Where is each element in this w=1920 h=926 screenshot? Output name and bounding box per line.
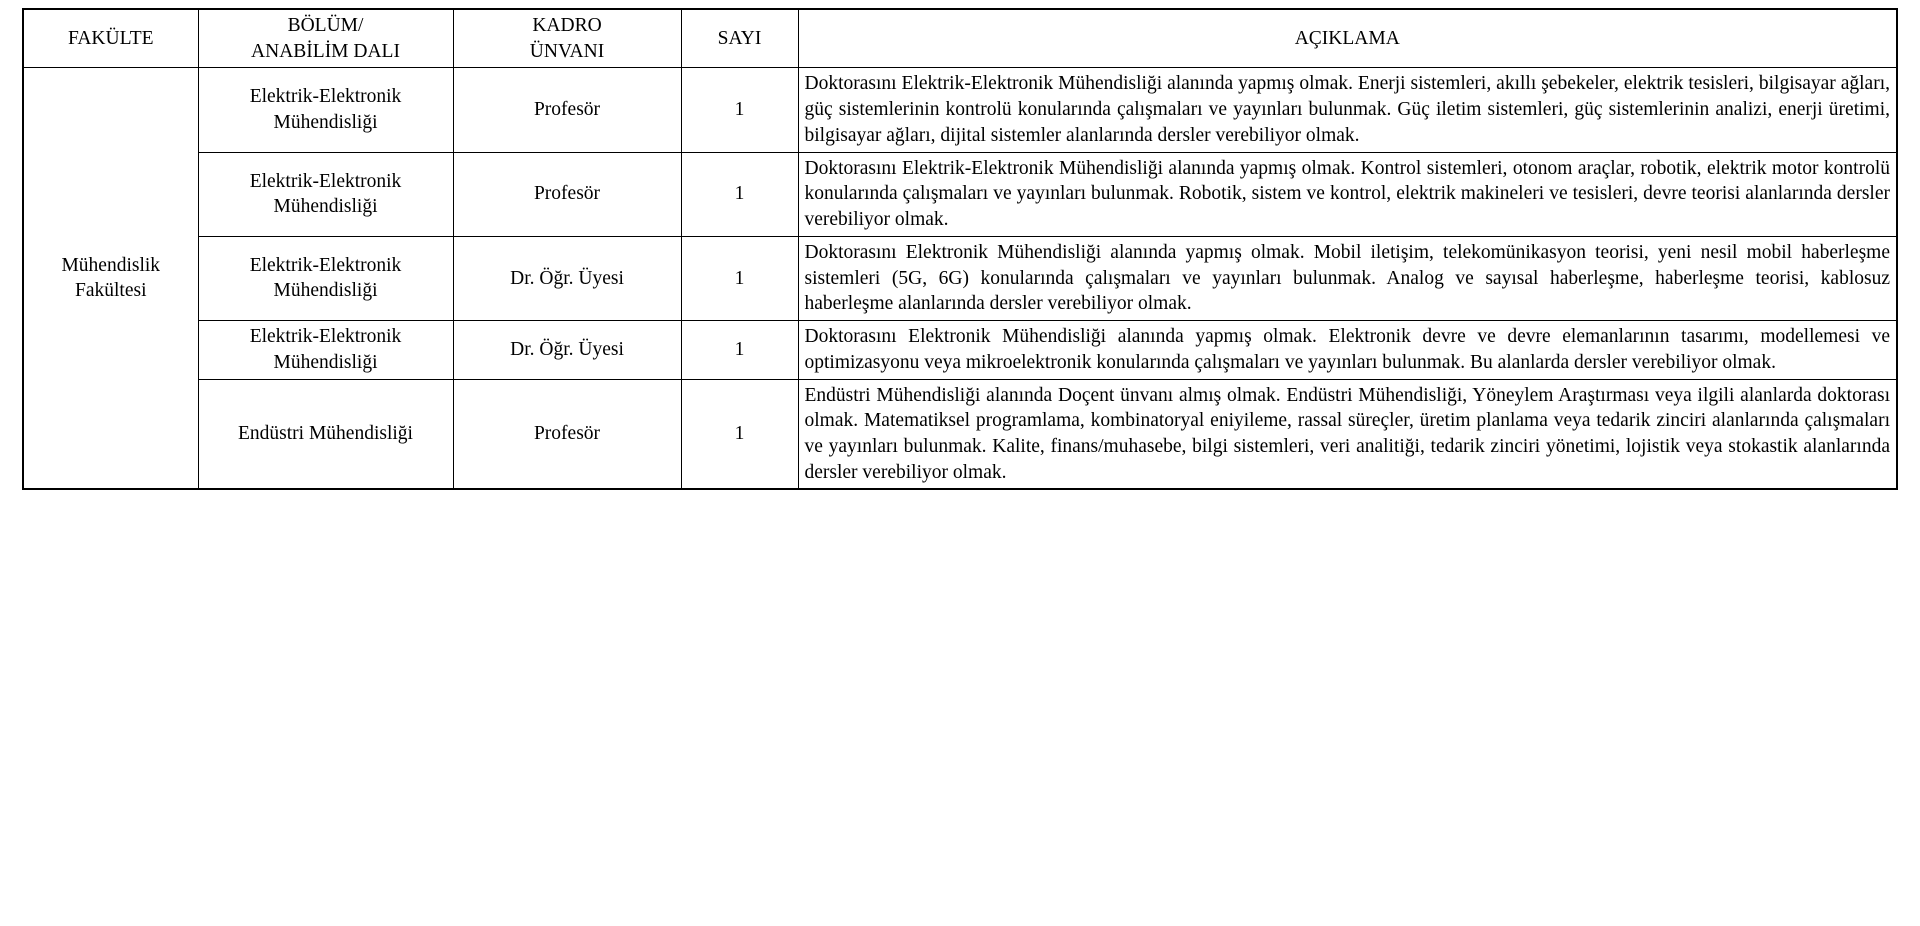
- count-cell: 1: [681, 379, 798, 489]
- column-header-aciklama-line-1: AÇIKLAMA: [1294, 27, 1400, 49]
- title-cell: Profesör: [453, 68, 681, 152]
- count-cell: 1: [681, 236, 798, 320]
- column-header-bolum-line-2: ANABİLİM DALI: [251, 40, 400, 62]
- column-header-sayi-line-1: SAYI: [717, 27, 762, 49]
- academic-positions-table: [22, 8, 1898, 490]
- count-cell: 1: [681, 152, 798, 236]
- column-header-kadro: [453, 9, 681, 68]
- department-cell: Elektrik-Elektronik Mühendisliği: [198, 321, 453, 379]
- title-cell: Dr. Öğr. Üyesi: [453, 236, 681, 320]
- description-cell: Doktorasını Elektrik-Elektronik Mühendisliği alanında yapmış olmak. Enerji sistemleri, akıllı şebekeler, elektrik tesisleri, bilgisayar ağları, güç sistemlerinin kontrolü konularında çalışmaları ve yayınları bulunmak. Güç iletim sistemleri, güç sistemlerinin analizi, enerji üretimi, bilgisayar ağları, dijital sistemler alanlarında dersler verebiliyor olmak.: [798, 68, 1897, 152]
- table-row: [23, 152, 1897, 236]
- description-cell: Doktorasını Elektrik-Elektronik Mühendisliği alanında yapmış olmak. Kontrol sistemleri, otonom araçlar, robotik, elektrik motor kontrolü konularında çalışmaları ve yayınları bulunmak. Robotik, sistem ve kontrol, elektrik makineleri ve tesisleri, devre teorisi alanlarında dersler verebiliyor olmak.: [798, 152, 1897, 236]
- department-cell: Elektrik-Elektronik Mühendisliği: [198, 152, 453, 236]
- table-body: [23, 68, 1897, 490]
- column-header-bolum-line-1: BÖLÜM/: [287, 15, 364, 36]
- count-cell: 1: [681, 68, 798, 152]
- table-header-row: [23, 9, 1897, 68]
- count-cell: 1: [681, 321, 798, 379]
- column-header-bolum: [198, 9, 453, 68]
- table-row: [23, 236, 1897, 320]
- description-cell: Doktorasını Elektronik Mühendisliği alanında yapmış olmak. Elektronik devre ve devre elemanlarının tasarımı, modellemesi ve optimizasyonu veya mikroelektronik konularında çalışmaları ve yayınları bulunmak. Bu alanlarda dersler verebiliyor olmak.: [798, 321, 1897, 379]
- table-header: [23, 9, 1897, 68]
- column-header-fakulte-line-1: FAKÜLTE: [67, 27, 154, 49]
- faculty-cell: Mühendislik Fakültesi: [23, 68, 198, 490]
- description-cell: Doktorasını Elektronik Mühendisliği alanında yapmış olmak. Mobil iletişim, telekomünikasyon teorisi, yeni nesil mobil haberleşme sistemleri (5G, 6G) konularında çalışmaları ve yayınları bulunmak. Analog ve sayısal haberleşme, haberleşme teorisi, kablosuz haberleşme alanlarında dersler verebiliyor olmak.: [798, 236, 1897, 320]
- title-cell: Dr. Öğr. Üyesi: [453, 321, 681, 379]
- department-cell: Endüstri Mühendisliği: [198, 379, 453, 489]
- table-row: [23, 68, 1897, 152]
- column-header-kadro-line-1: KADRO: [532, 15, 602, 36]
- column-header-sayi: [681, 9, 798, 68]
- column-header-fakulte: [23, 9, 198, 68]
- table-row: [23, 321, 1897, 379]
- description-cell: Endüstri Mühendisliği alanında Doçent ünvanı almış olmak. Endüstri Mühendisliği, Yöneylem Araştırması veya ilgili alanlarda doktorası olmak. Matematiksel programlama, kombinatoryal eniyileme, rassal süreçler, üretim planlama veya tedarik zinciri alanlarında çalışmaları ve yayınları bulunmak. Kalite, finans/muhasebe, bilgi sistemleri, veri analitiği, tedarik zinciri yönetimi, lojistik veya stokastik alanlarında dersler verebiliyor olmak.: [798, 379, 1897, 489]
- title-cell: Profesör: [453, 379, 681, 489]
- title-cell: Profesör: [453, 152, 681, 236]
- column-header-kadro-line-2: ÜNVANI: [529, 40, 605, 62]
- column-header-aciklama: [798, 9, 1897, 68]
- department-cell: Elektrik-Elektronik Mühendisliği: [198, 236, 453, 320]
- table-row: [23, 379, 1897, 489]
- department-cell: Elektrik-Elektronik Mühendisliği: [198, 68, 453, 152]
